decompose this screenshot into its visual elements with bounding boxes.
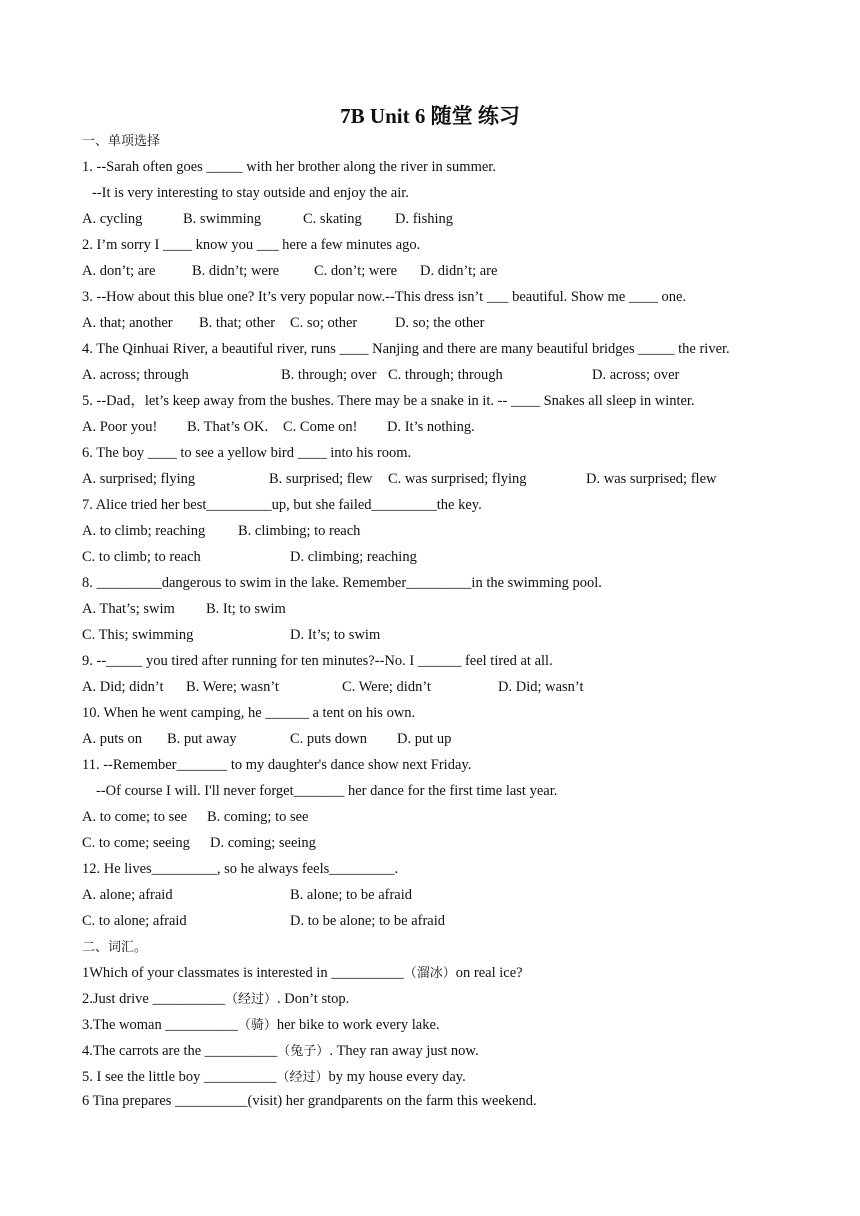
question-7-options-row2 [82, 547, 782, 567]
option-a: A. to come; to see [82, 809, 188, 825]
question-2: 2. I’m sorry I ____ know you ___ here a few minutes ago. [82, 237, 421, 253]
option-a: A. that; another [82, 315, 173, 331]
question-8-options-row1 [82, 599, 782, 619]
question-2-options [82, 261, 782, 281]
question-1: 1. --Sarah often goes _____ with her brother along the river in summer. [82, 159, 496, 175]
option-c: C. This; swimming [82, 627, 194, 643]
option-b: B. put away [167, 731, 237, 747]
option-b: B. swimming [183, 211, 262, 227]
question-4: 4. The Qinhuai River, a beautiful river, runs ____ Nanjing and there are many beautiful bridges _____ the river. [82, 341, 730, 357]
option-c: C. Come on! [283, 419, 358, 435]
option-b: B. didn’t; were [192, 263, 280, 279]
option-c: C. so; other [290, 315, 358, 331]
option-b: B. that; other [199, 315, 276, 331]
option-c: C. puts down [290, 731, 367, 747]
question-6: 6. The boy ____ to see a yellow bird ____ into his room. [82, 445, 412, 461]
page-title: 7B Unit 6 随堂 练习 [340, 104, 520, 128]
option-d: D. to be alone; to be afraid [290, 913, 446, 929]
option-d: D. It’s nothing. [387, 419, 475, 435]
option-c: C. Were; didn’t [342, 679, 431, 695]
option-a: A. alone; afraid [82, 887, 173, 903]
vocab-item-4: 4.The carrots are the __________（兔子）. They ran away just now. [82, 1043, 479, 1059]
option-d: D. It’s; to swim [290, 627, 381, 643]
question-1-reply: --It is very interesting to stay outside and enjoy the air. [92, 185, 409, 201]
question-12-options-row1 [82, 885, 782, 905]
option-c: C. skating [303, 211, 362, 227]
option-d: D. across; over [592, 367, 680, 383]
question-3-options [82, 313, 782, 333]
vocab-item-2: 2.Just drive __________（经过）. Don’t stop. [82, 991, 350, 1007]
section-heading-vocabulary: 二、词汇。 [82, 940, 148, 955]
option-a: A. across; through [82, 367, 189, 383]
option-c: C. to come; seeing [82, 835, 190, 851]
question-12: 12. He lives_________, so he always feels_________. [82, 861, 399, 877]
question-5-options [82, 417, 782, 437]
section-heading-choice: 一、单项选择 [82, 134, 161, 149]
option-a: A. That’s; swim [82, 601, 175, 617]
question-11-options-row2 [82, 833, 782, 853]
question-11-reply: --Of course I will. I'll never forget_______ her dance for the first time last year. [96, 783, 558, 799]
question-9-options [82, 677, 782, 697]
option-b: B. It; to swim [206, 601, 286, 617]
question-12-options-row2 [82, 911, 782, 931]
question-8-options-row2 [82, 625, 782, 645]
vocab-item-5: 5. I see the little boy __________（经过）by my house every day. [82, 1069, 466, 1085]
option-d: D. didn’t; are [420, 263, 498, 279]
option-b: B. through; over [281, 367, 377, 383]
question-9: 9. --_____ you tired after running for ten minutes?--No. I ______ feel tired at all. [82, 653, 553, 669]
option-c: C. to alone; afraid [82, 913, 187, 929]
question-4-options [82, 365, 782, 385]
question-8: 8. _________dangerous to swim in the lake. Remember_________in the swimming pool. [82, 575, 602, 591]
option-b: B. climbing; to reach [238, 523, 361, 539]
option-b: B. alone; to be afraid [290, 887, 412, 903]
question-11: 11. --Remember_______ to my daughter's dance show next Friday. [82, 757, 472, 773]
option-d: D. coming; seeing [210, 835, 316, 851]
question-5: 5. --Dad，let’s keep away from the bushes. There may be a snake in it. -- ____ Snakes all sleep in winter. [82, 393, 695, 409]
option-a: A. cycling [82, 211, 143, 227]
option-a: A. Poor you! [82, 419, 158, 435]
question-6-options [82, 469, 782, 489]
question-11-options-row1 [82, 807, 782, 827]
question-10-options [82, 729, 782, 749]
vocab-item-3: 3.The woman __________（骑）her bike to work every lake. [82, 1017, 440, 1033]
option-d: D. climbing; reaching [290, 549, 417, 565]
vocab-item-1: 1Which of your classmates is interested in __________（溜冰）on real ice? [82, 965, 523, 981]
option-a: A. surprised; flying [82, 471, 196, 487]
option-a: A. don’t; are [82, 263, 156, 279]
question-1-options [82, 209, 782, 229]
option-a: A. puts on [82, 731, 143, 747]
question-7: 7. Alice tried her best_________up, but she failed_________the key. [82, 497, 482, 513]
option-d: D. so; the other [395, 315, 485, 331]
option-d: D. put up [397, 731, 452, 747]
option-d: D. was surprised; flew [586, 471, 717, 487]
question-10: 10. When he went camping, he ______ a tent on his own. [82, 705, 416, 721]
option-c: C. don’t; were [314, 263, 398, 279]
option-b: B. That’s OK. [187, 419, 269, 435]
option-d: D. fishing [395, 211, 453, 227]
option-b: B. surprised; flew [269, 471, 373, 487]
option-a: A. to climb; reaching [82, 523, 206, 539]
question-3: 3. --How about this blue one? It’s very popular now.--This dress isn’t ___ beautiful. Show me ____ one. [82, 289, 687, 305]
option-c: C. through; through [388, 367, 503, 383]
option-c: C. to climb; to reach [82, 549, 201, 565]
vocab-item-6: 6 Tina prepares __________(visit) her grandparents on the farm this weekend. [82, 1093, 537, 1109]
option-b: B. Were; wasn’t [186, 679, 279, 695]
option-d: D. Did; wasn’t [498, 679, 584, 695]
option-b: B. coming; to see [207, 809, 309, 825]
question-7-options-row1 [82, 521, 782, 541]
option-c: C. was surprised; flying [388, 471, 527, 487]
option-a: A. Did; didn’t [82, 679, 164, 695]
